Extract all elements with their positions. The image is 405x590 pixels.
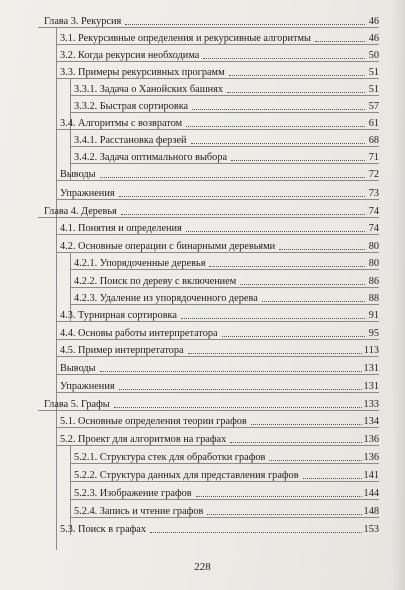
toc-entry-section xyxy=(60,116,379,130)
toc-entry-page: 131 xyxy=(363,381,379,392)
toc-entry-subsection xyxy=(74,450,379,464)
toc-entry-page: 57 xyxy=(368,101,379,112)
dot-leader xyxy=(119,389,362,390)
toc-entry-subsection xyxy=(74,150,379,164)
toc-entry-page: 73 xyxy=(368,188,379,199)
dot-leader xyxy=(315,41,365,42)
toc-entry-section xyxy=(60,167,379,181)
toc-entry-page: 134 xyxy=(363,416,379,427)
toc-entry-title: 3.3.2. Быстрая сортировка xyxy=(74,101,189,112)
dot-leader xyxy=(262,301,365,302)
toc-entry-page: 51 xyxy=(368,67,379,78)
toc-entry-title: 4.4. Основы работы интерпретатора xyxy=(60,328,218,339)
toc-entry-chapter xyxy=(44,397,379,411)
toc-entry-title: Упражнения xyxy=(60,188,115,199)
dot-leader xyxy=(230,442,361,443)
toc-entry-page: 136 xyxy=(363,452,379,463)
dot-leader xyxy=(279,249,365,250)
toc-entry-title: Выводы xyxy=(60,363,96,374)
toc-entry-subsection xyxy=(74,274,379,288)
toc-entry-page: 113 xyxy=(363,345,379,356)
toc-entry-subsection xyxy=(74,504,379,518)
toc-entry-page: 51 xyxy=(368,84,379,95)
toc-entry-page: 141 xyxy=(363,470,379,481)
dot-leader xyxy=(196,496,362,497)
toc-entry-title: 4.1. Понятия и определения xyxy=(60,223,182,234)
toc-entry-section xyxy=(60,221,379,235)
toc-entry-subsection xyxy=(74,256,379,270)
toc-entry-title: 5.2. Проект для алгоритмов на графах xyxy=(60,434,227,445)
page-number: 228 xyxy=(194,561,211,573)
toc-entry-section xyxy=(60,361,379,375)
toc-entry-page: 88 xyxy=(368,293,379,304)
toc-entry-title: Глава 4. Деревья xyxy=(44,206,117,217)
toc-entry-title: 5.2.4. Запись и чтение графов xyxy=(74,506,204,517)
toc-entry-page: 153 xyxy=(363,524,379,535)
toc-entry-page: 68 xyxy=(368,135,379,146)
toc-entry-page: 133 xyxy=(363,399,379,410)
toc-entry-section xyxy=(60,48,379,62)
toc-entry-title: 5.1. Основные определения теории графов xyxy=(60,416,247,427)
indent-rule xyxy=(56,217,57,410)
toc-entry-page: 80 xyxy=(368,241,379,252)
toc-entry-page: 80 xyxy=(368,258,379,269)
dot-leader xyxy=(188,353,362,354)
toc-entry-page: 72 xyxy=(368,169,379,180)
dot-leader xyxy=(181,318,365,319)
toc-entry-subsection xyxy=(74,486,379,500)
toc-entry-page: 50 xyxy=(368,50,379,61)
toc-entry-title: 4.3. Турнирная сортировка xyxy=(60,310,177,321)
toc-entry-section xyxy=(60,432,379,446)
toc-entry-title: 3.3.1. Задача о Ханойских башнях xyxy=(74,84,224,95)
toc-entry-title: 3.4.1. Расстановка ферзей xyxy=(74,135,187,146)
dot-leader xyxy=(186,126,365,127)
toc-entry-title: 5.2.2. Структура данных для представления графов xyxy=(74,470,299,481)
toc-entry-title: 3.2. Когда рекурсия необходима xyxy=(60,50,200,61)
toc-entry-subsection xyxy=(74,99,379,113)
toc-entry-title: 3.4.2. Задача оптимального выбора xyxy=(74,152,228,163)
dot-leader xyxy=(251,424,362,425)
toc-entry-title: Упражнения xyxy=(60,381,115,392)
dot-leader xyxy=(121,214,365,215)
dot-leader xyxy=(222,336,365,337)
dot-leader xyxy=(303,478,362,479)
dot-leader xyxy=(207,514,361,515)
toc-entry-page: 71 xyxy=(368,152,379,163)
toc-entry-chapter xyxy=(44,14,379,28)
toc-entry-title: 4.2.2. Поиск по дереву с включением xyxy=(74,276,237,287)
indent-rule xyxy=(56,410,57,550)
toc-entry-title: 3.1. Рекурсивные определения и рекурсивные алгоритмы xyxy=(60,33,311,44)
toc-entry-page: 46 xyxy=(368,16,379,27)
toc-entry-subsection xyxy=(74,133,379,147)
dot-leader xyxy=(269,460,361,461)
toc-entry-section xyxy=(60,239,379,253)
dot-leader xyxy=(114,407,362,408)
dot-leader xyxy=(125,24,365,25)
dot-leader xyxy=(191,143,365,144)
toc-entry-section xyxy=(60,31,379,45)
dot-leader xyxy=(227,92,365,93)
toc-entry-title: 4.2.1. Упорядоченные деревья xyxy=(74,258,206,269)
toc-entry-page: 91 xyxy=(368,310,379,321)
dot-leader xyxy=(209,266,365,267)
toc-entry-section xyxy=(60,65,379,79)
toc-entry-page: 131 xyxy=(363,363,379,374)
dot-leader xyxy=(186,231,365,232)
toc-entry-title: 4.2.3. Удаление из упорядоченного дерева xyxy=(74,293,258,304)
toc-entry-section xyxy=(60,414,379,428)
toc-entry-title: Глава 5. Графы xyxy=(44,399,110,410)
toc-entry-page: 95 xyxy=(368,328,379,339)
toc-entry-section xyxy=(60,186,379,200)
dot-leader xyxy=(229,75,365,76)
toc-entry-title: 4.2. Основные операции с бинарными деревьями xyxy=(60,241,276,252)
toc-entry-title: 4.5. Пример интерпретатора xyxy=(60,345,184,356)
dot-leader xyxy=(150,532,362,533)
toc-entry-section xyxy=(60,343,379,357)
toc-entry-page: 46 xyxy=(368,33,379,44)
toc-entry-page: 61 xyxy=(368,118,379,129)
toc-entry-chapter xyxy=(44,204,379,218)
toc-entry-page: 136 xyxy=(363,434,379,445)
toc-entry-title: 5.2.3. Изображение графов xyxy=(74,488,192,499)
toc-entry-title: Выводы xyxy=(60,169,96,180)
toc-entry-title: 5.3. Поиск в графах xyxy=(60,524,147,535)
toc-entry-section xyxy=(60,379,379,393)
dot-leader xyxy=(100,177,365,178)
toc-entry-subsection xyxy=(74,291,379,305)
dot-leader xyxy=(100,371,362,372)
toc-entry-page: 148 xyxy=(363,506,379,517)
toc-entry-section xyxy=(60,326,379,340)
toc-entry-title: 3.4. Алгоритмы с возвратом xyxy=(60,118,183,129)
page-gutter-shadow xyxy=(391,0,405,590)
toc-entry-page: 74 xyxy=(368,206,379,217)
toc-entry-page: 74 xyxy=(368,223,379,234)
dot-leader xyxy=(240,284,365,285)
indent-rule xyxy=(56,27,57,217)
dot-leader xyxy=(192,109,365,110)
dot-leader xyxy=(119,196,365,197)
dot-leader xyxy=(203,58,365,59)
toc-entry-subsection xyxy=(74,468,379,482)
toc-entry-section xyxy=(60,522,379,536)
toc-entry-title: Глава 3. Рекурсия xyxy=(44,16,122,27)
toc-entry-section xyxy=(60,308,379,322)
toc-entry-page: 144 xyxy=(363,488,379,499)
toc-entry-title: 3.3. Примеры рекурсивных программ xyxy=(60,67,225,78)
toc-entry-subsection xyxy=(74,82,379,96)
toc-entry-title: 5.2.1. Структура стек для обработки графов xyxy=(74,452,266,463)
dot-leader xyxy=(231,160,365,161)
toc-entry-page: 86 xyxy=(368,276,379,287)
